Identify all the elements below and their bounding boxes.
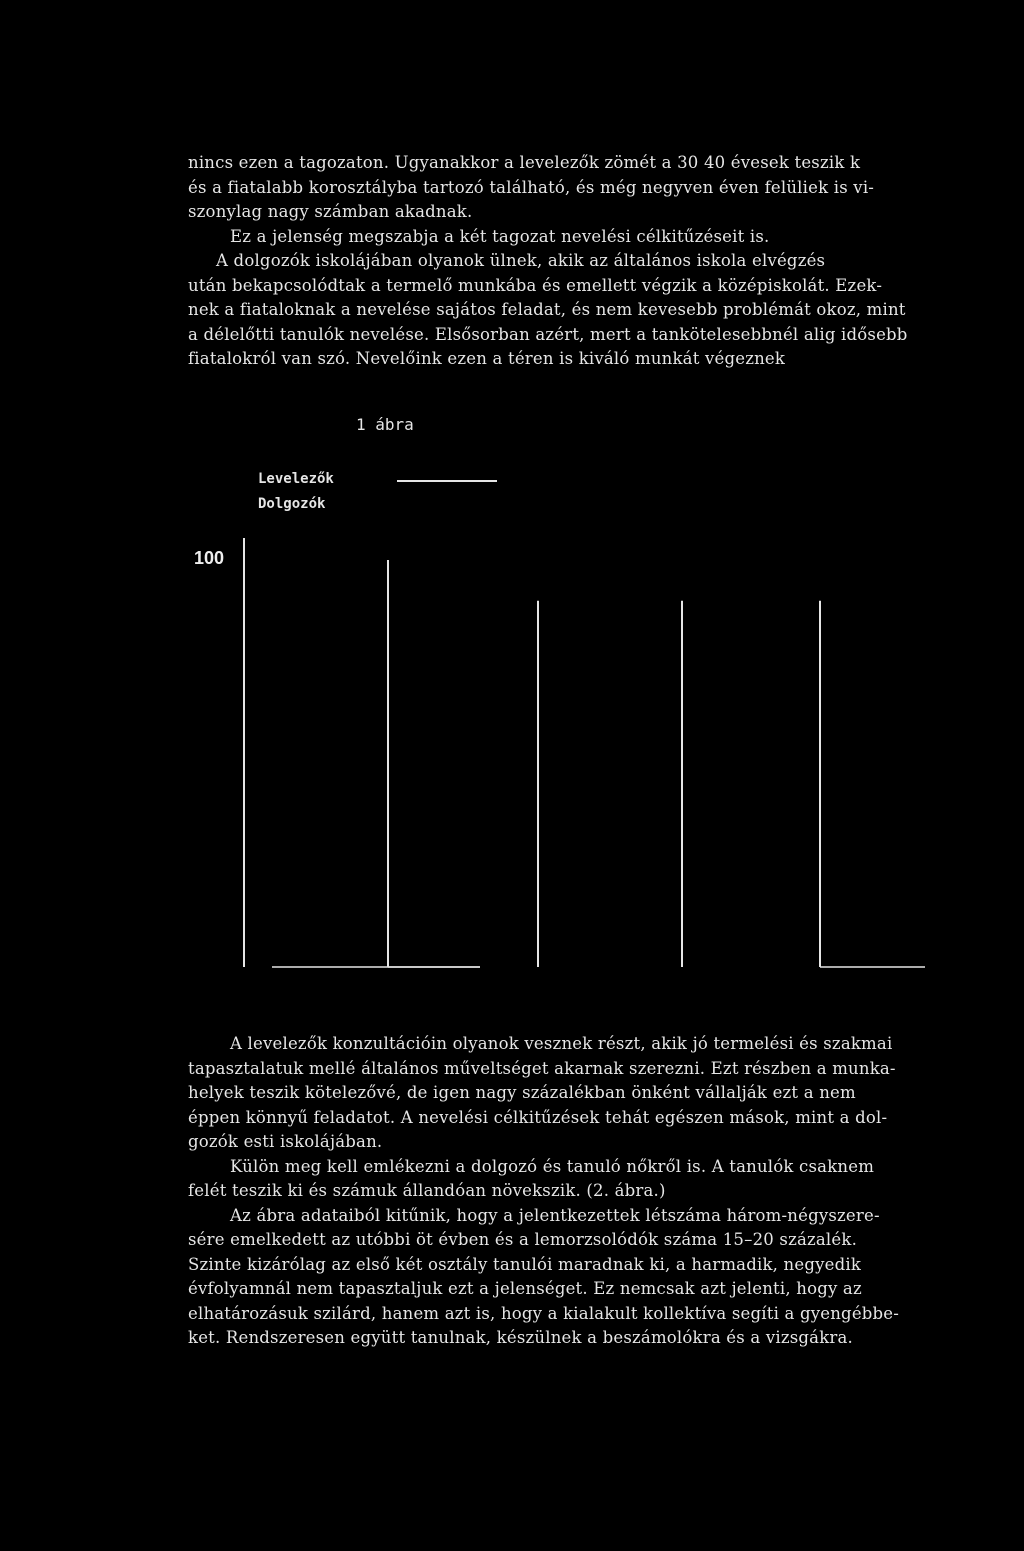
text-line: A levelezők konzultációin olyanok vesznek részt, akik jó termelési és szakmai bbox=[230, 1034, 893, 1053]
text-line: ket. Rendszeresen együtt tanulnak, készülnek a beszámolókra és a vizsgákra. bbox=[188, 1328, 853, 1347]
text-line: a délelőtti tanulók nevelése. Elsősorban azért, mert a tankötelesebbnél alig idősebb bbox=[188, 324, 908, 344]
text-line: után bekapcsolódtak a termelő munkába és emellett végzik a középiskolát. Ezek- bbox=[188, 275, 883, 295]
text-line: elhatározásuk szilárd, hanem azt is, hogy a kialakult kollektíva segíti a gyengébbe- bbox=[188, 1303, 900, 1323]
figure-title: 1 ábra bbox=[356, 415, 414, 434]
y-tick-label: 100 bbox=[194, 548, 225, 568]
text-line: Ez a jelenség megszabja a két tagozat nevelési célkitűzéseit is. bbox=[230, 226, 770, 246]
legend-label-dolgozok: Dolgozók bbox=[258, 496, 326, 512]
text-line: és a fiatalabb korosztályba tartozó található, és még negyven éven felüliek is vi- bbox=[188, 177, 875, 197]
text-line: gozók esti iskolájában. bbox=[188, 1132, 383, 1151]
bar-group bbox=[272, 560, 925, 967]
text-line: A dolgozók iskolájában olyanok ülnek, akik az általános iskola elvégzés bbox=[216, 251, 826, 270]
text-line: szonylag nagy számban akadnak. bbox=[188, 202, 473, 221]
text-line: Az ábra adataiból kitűnik, hogy a jelentkezettek létszáma három-négyszere- bbox=[230, 1205, 880, 1225]
text-line: évfolyamnál nem tapasztaljuk ezt a jelenséget. Ez nemcsak azt jelenti, hogy az bbox=[188, 1279, 862, 1298]
text-line: tapasztalatuk mellé általános műveltséget akarnak szerezni. Ezt részben a munka- bbox=[188, 1058, 896, 1078]
text-line: éppen könnyű feladatot. A nevelési célkitűzések tehát egészen mások, mint a dol- bbox=[188, 1107, 888, 1127]
text-line: felét teszik ki és számuk állandóan növekszik. (2. ábra.) bbox=[188, 1181, 666, 1200]
text-line: Külön meg kell emlékezni a dolgozó és tanuló nőkről is. A tanulók csaknem bbox=[230, 1156, 875, 1176]
legend-label-levelezok: Levelezők bbox=[258, 471, 334, 487]
text-line: nek a fiataloknak a nevelése sajátos feladat, és nem kevesebb problémát okoz, mint bbox=[188, 300, 906, 319]
paragraph-bottom bbox=[188, 1032, 968, 1351]
text-line: sére emelkedett az utóbbi öt évben és a lemorzsolódók száma 15–20 százalék. bbox=[188, 1230, 858, 1249]
text-line: Szinte kizárólag az első két osztály tanulói maradnak ki, a harmadik, negyedik bbox=[188, 1254, 862, 1274]
text-line: nincs ezen a tagozaton. Ugyanakkor a levelezők zömét a 30 40 évesek teszik k bbox=[188, 153, 861, 172]
text-line: helyek teszik kötelezővé, de igen nagy százalékban önként vállalják ezt a nem bbox=[188, 1083, 856, 1102]
text-line: fiatalokról van szó. Nevelőink ezen a téren is kiváló munkát végeznek bbox=[188, 349, 786, 368]
